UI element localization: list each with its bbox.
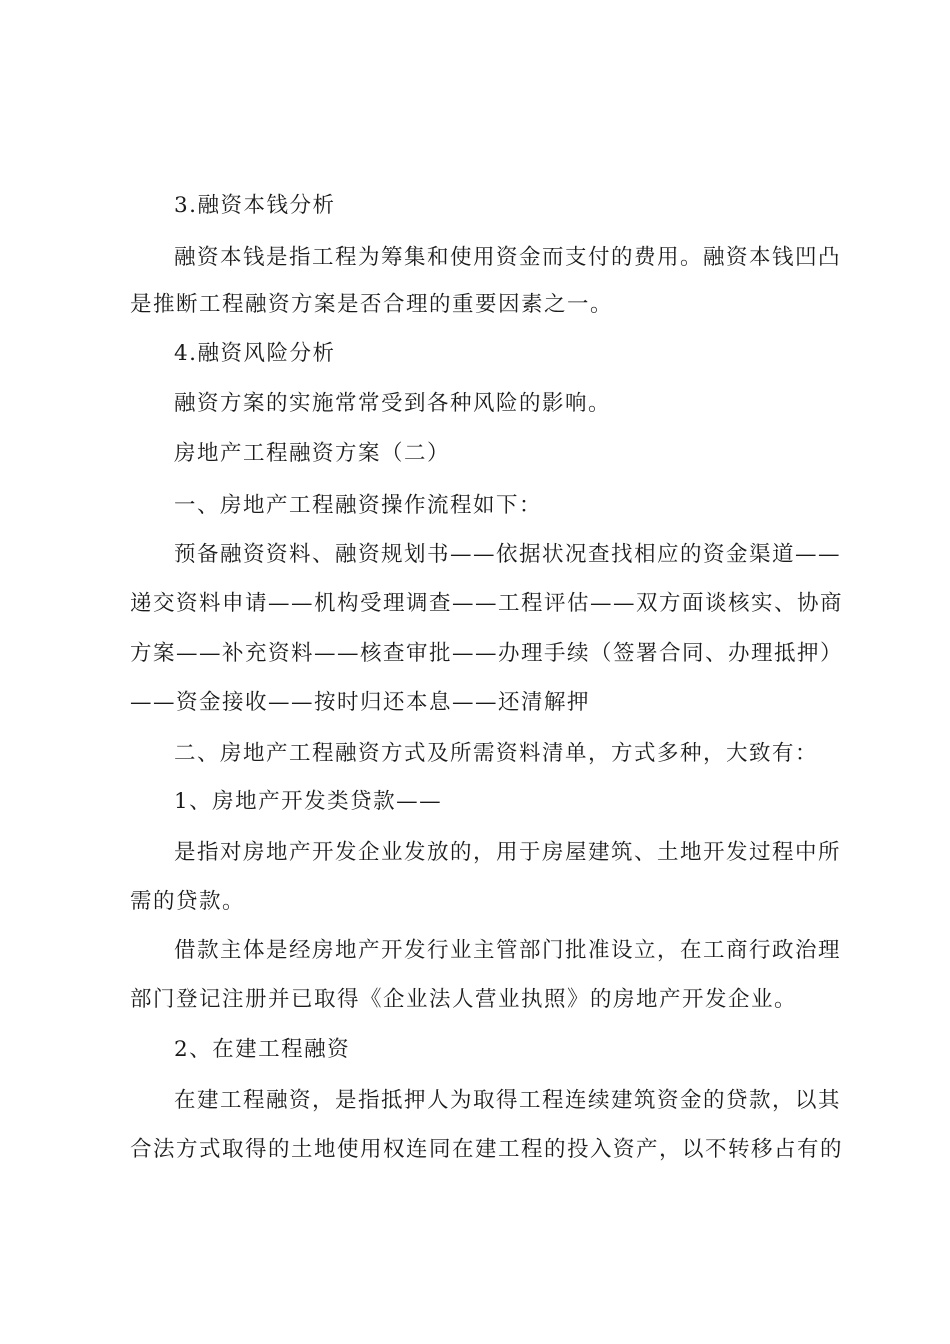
paragraph-line: 融资本钱是指工程为筹集和使用资金而支付的费用。融资本钱凹凸 [174,245,842,270]
paragraph-line: ——资金接收——按时归还本息——还清解押 [130,690,591,715]
paragraph-line: 是指对房地产开发企业发放的，用于房屋建筑、土地开发过程中所 [174,840,842,865]
section-title: 房地产工程融资方案（二） [174,441,451,466]
paragraph-line: 需的贷款。 [130,889,246,914]
heading-construction-financing: 2、在建工程融资 [174,1037,351,1062]
heading-financing-cost: 3.融资本钱分析 [174,193,336,218]
paragraph-line: 在建工程融资，是指抵押人为取得工程连续建筑资金的贷款，以其 [174,1088,842,1113]
paragraph-line: 是推断工程融资方案是否合理的重要因素之一。 [130,292,614,317]
paragraph-line: 借款主体是经房地产开发行业主管部门批准设立，在工商行政治理 [174,938,842,963]
heading-financing-risk: 4.融资风险分析 [174,341,336,366]
paragraph-line: 递交资料申请——机构受理调查——工程评估——双方面谈核实、协商 [130,591,844,616]
paragraph-line: 方案——补充资料——核查审批——办理手续（签署合同、办理抵押） [130,641,844,666]
heading-process: 一、房地产工程融资操作流程如下： [174,493,543,518]
heading-methods: 二、房地产工程融资方式及所需资料清单，方式多种，大致有： [174,741,819,766]
paragraph-line: 融资方案的实施常常受到各种风险的影响。 [174,391,612,416]
heading-development-loan: 1、房地产开发类贷款—— [174,789,443,814]
paragraph-line: 预备融资资料、融资规划书——依据状况查找相应的资金渠道—— [174,542,842,567]
paragraph-line: 部门登记注册并已取得《企业法人营业执照》的房地产开发企业。 [130,987,798,1012]
paragraph-line: 合法方式取得的土地使用权连同在建工程的投入资产，以不转移占有的 [130,1137,844,1162]
